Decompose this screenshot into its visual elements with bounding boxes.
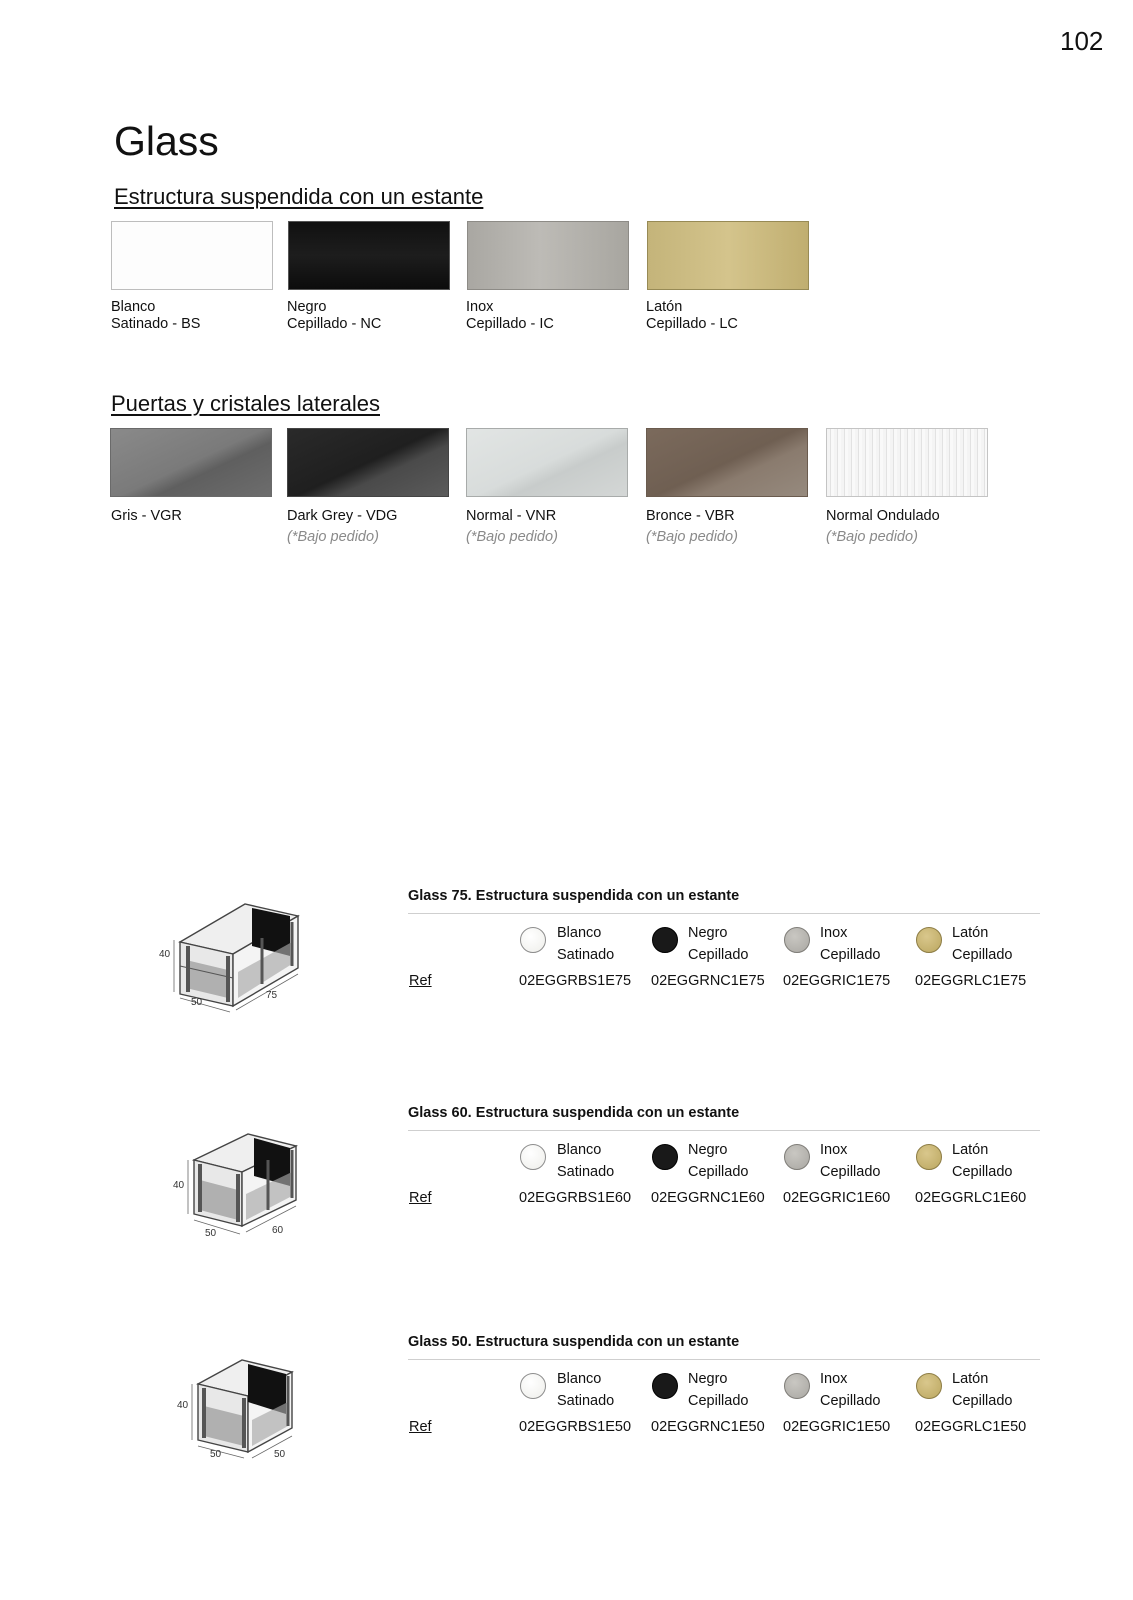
finish-type: Cepillado [820,1393,881,1409]
finish-dot-laton [916,1144,942,1170]
finish-name: Blanco [557,1142,602,1158]
finish-type: Cepillado [952,1393,1013,1409]
finish-type: Cepillado [952,1164,1013,1180]
glass-section-heading: Puertas y cristales laterales [111,391,380,416]
finish-inox [820,1139,880,1183]
ref-code-laton: 02EGGRLC1E60 [915,1190,1027,1206]
product-divider [408,1359,1040,1360]
product-divider [408,913,1040,914]
swatch-gris [110,428,272,497]
glass-label-name: Bronce - VBR [646,508,735,524]
finish-negro [688,922,748,966]
swatch-label-line1: Blanco [111,299,156,315]
product-title: Glass 60. Estructura suspendida con un estante [408,1105,740,1121]
swatch-blanco-satinado [111,221,273,290]
finish-type: Satinado [557,1164,615,1180]
finish-name: Blanco [557,1371,602,1387]
finish-dot-blanco [520,927,546,953]
finish-negro [688,1368,748,1412]
page-title: Glass [114,118,219,164]
glass-label-normal-ondulado [826,508,940,546]
page-number: 102 [1060,26,1104,56]
glass-label-note: (*Bajo pedido) [646,529,738,545]
dimension-height: 40 [173,1180,185,1191]
finish-name: Latón [952,1142,989,1158]
finish-laton [952,1368,1012,1412]
dimension-width: 50 [274,1449,286,1460]
glass-label-note: (*Bajo pedido) [287,529,379,545]
glass-label-note: (*Bajo pedido) [466,529,558,545]
finish-dot-blanco [520,1144,546,1170]
swatch-label-line1: Latón [646,299,683,315]
finish-name: Latón [952,925,989,941]
finish-type: Cepillado [952,947,1013,963]
swatch-label-line2: Satinado - BS [111,316,201,332]
dimension-height: 40 [159,949,171,960]
ref-label: Ref [409,1190,432,1206]
ref-code-blanco: 02EGGRBS1E75 [519,973,632,989]
glass-label-note: (*Bajo pedido) [826,529,918,545]
ref-code-blanco: 02EGGRBS1E60 [519,1190,632,1206]
dimension-width: 75 [266,990,278,1001]
ref-label: Ref [409,973,432,989]
finish-dot-laton [916,1373,942,1399]
finish-type: Cepillado [688,1164,749,1180]
finish-name: Blanco [557,925,602,941]
finish-name: Negro [688,1371,728,1387]
ref-code-negro: 02EGGRNC1E50 [651,1419,765,1435]
ref-code-negro: 02EGGRNC1E60 [651,1190,765,1206]
ref-code-inox: 02EGGRIC1E60 [783,1190,891,1206]
swatch-bronce [646,428,808,497]
finish-name: Negro [688,1142,728,1158]
dimension-depth: 50 [205,1228,217,1239]
finish-dot-inox [784,1373,810,1399]
swatch-label-line1: Negro [287,299,327,315]
glass-label-bronce [646,508,738,546]
swatch-dark-grey [287,428,449,497]
finish-blanco [557,1139,614,1183]
finish-dot-inox [784,927,810,953]
dimension-depth: 50 [210,1449,222,1460]
swatch-label-line2: Cepillado - NC [287,316,382,332]
finish-type: Satinado [557,947,615,963]
ref-code-laton: 02EGGRLC1E75 [915,973,1027,989]
swatch-label-line2: Cepillado - LC [646,316,738,332]
swatch-laton-cepillado [647,221,809,290]
finish-name: Negro [688,925,728,941]
swatch-negro-cepillado [288,221,450,290]
glass-label-name: Dark Grey - VDG [287,508,398,524]
ref-code-blanco: 02EGGRBS1E50 [519,1419,632,1435]
finish-blanco [557,922,614,966]
finish-name: Inox [820,925,848,941]
finish-name: Inox [820,1142,848,1158]
finish-type: Cepillado [688,1393,749,1409]
finish-type: Cepillado [688,947,749,963]
finish-name: Inox [820,1371,848,1387]
swatch-label-inox [466,299,554,333]
glass-label-normal [466,508,558,546]
product-title: Glass 75. Estructura suspendida con un estante [408,888,740,904]
product-divider [408,1130,1040,1131]
ref-code-inox: 02EGGRIC1E75 [783,973,891,989]
cabinet-75-illustration [150,880,320,1020]
finish-inox [820,922,880,966]
glass-label-name: Normal Ondulado [826,508,940,524]
swatch-label-negro [287,299,381,333]
swatch-label-laton [646,299,738,333]
ref-code-negro: 02EGGRNC1E75 [651,973,765,989]
finish-type: Cepillado [820,1164,881,1180]
finish-dot-inox [784,1144,810,1170]
ref-code-inox: 02EGGRIC1E50 [783,1419,891,1435]
glass-label-gris [111,508,182,525]
finish-name: Latón [952,1371,989,1387]
glass-label-dark-grey [287,508,397,546]
glass-label-name: Gris - VGR [111,508,182,524]
finish-dot-laton [916,927,942,953]
dimension-depth: 50 [191,997,203,1008]
ref-label: Ref [409,1419,432,1435]
dimension-width: 60 [272,1225,284,1236]
glass-label-name: Normal - VNR [466,508,557,524]
cabinet-60-illustration [168,1122,308,1246]
product-title: Glass 50. Estructura suspendida con un estante [408,1334,740,1350]
finish-type: Cepillado [820,947,881,963]
finish-dot-negro [652,1144,678,1170]
swatch-normal [466,428,628,497]
swatch-inox-cepillado [467,221,629,290]
finish-laton [952,1139,1012,1183]
dimension-height: 40 [177,1400,189,1411]
finish-dot-negro [652,1373,678,1399]
swatch-label-line2: Cepillado - IC [466,316,554,332]
structure-section-heading: Estructura suspendida con un estante [114,184,484,209]
finish-negro [688,1139,748,1183]
finish-dot-blanco [520,1373,546,1399]
finish-dot-negro [652,927,678,953]
ref-code-laton: 02EGGRLC1E50 [915,1419,1027,1435]
swatch-label-line1: Inox [466,299,494,315]
finish-laton [952,922,1012,966]
swatch-normal-ondulado [826,428,988,497]
finish-inox [820,1368,880,1412]
swatch-label-blanco [111,299,200,333]
finish-blanco [557,1368,614,1412]
finish-type: Satinado [557,1393,615,1409]
